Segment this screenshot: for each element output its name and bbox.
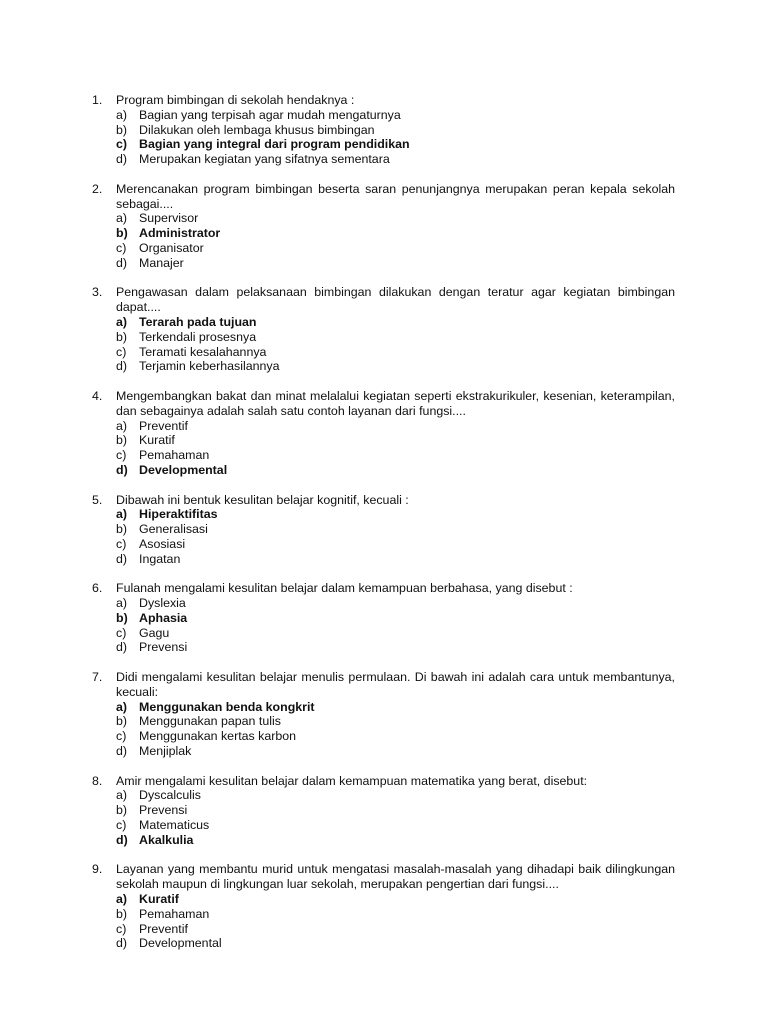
option-item — [116, 359, 675, 374]
option-correct-answer — [116, 833, 675, 848]
option-text: Dilakukan oleh lembaga khusus bimbingan — [139, 122, 375, 137]
option-label: d) — [116, 640, 128, 655]
option-label: c) — [116, 240, 127, 255]
option-text: Bagian yang integral dari program pendidikan — [139, 137, 410, 152]
question-text: Amir mengalami kesulitan belajar dalam kemampuan matematika yang berat, disebut: — [116, 773, 588, 788]
option-label: a) — [116, 699, 128, 714]
question-number: 5. — [92, 492, 103, 507]
option-list — [116, 892, 675, 951]
option-text: Bagian yang terpisah agar mudah mengaturnya — [139, 107, 401, 122]
option-item — [116, 123, 675, 138]
option-text: Gagu — [139, 625, 170, 640]
option-item — [116, 788, 675, 803]
option-text: Developmental — [139, 462, 228, 477]
option-list — [116, 596, 675, 655]
option-text: Terkendali prosesnya — [139, 329, 257, 344]
option-label: d) — [116, 462, 128, 477]
option-text: Organisator — [139, 240, 204, 255]
option-text: Teramati kesalahannya — [139, 344, 267, 359]
question-number: 2. — [92, 181, 103, 196]
option-correct-answer — [116, 315, 675, 330]
option-label: d) — [116, 255, 128, 270]
option-text: Menggunakan benda kongkrit — [139, 699, 315, 714]
option-item — [116, 256, 675, 271]
option-label: d) — [116, 551, 128, 566]
option-label: b) — [116, 522, 128, 537]
option-label: c) — [116, 344, 127, 359]
question-9 — [92, 862, 675, 951]
option-item — [116, 211, 675, 226]
option-text: Hiperaktifitas — [139, 507, 218, 522]
option-label: b) — [116, 714, 128, 729]
option-item — [116, 922, 675, 937]
option-text: Merupakan kegiatan yang sifatnya sementara — [139, 152, 390, 167]
option-label: c) — [116, 137, 128, 152]
option-list — [116, 419, 675, 478]
option-label: d) — [116, 936, 128, 951]
question-2 — [92, 182, 675, 271]
option-label: a) — [116, 892, 128, 907]
question-number: 7. — [92, 670, 103, 685]
option-item — [116, 714, 675, 729]
option-label: d) — [116, 152, 128, 167]
question-3 — [92, 285, 675, 374]
option-label: c) — [116, 536, 127, 551]
option-text: Supervisor — [139, 211, 199, 226]
option-label: c) — [116, 625, 127, 640]
option-list — [116, 315, 675, 374]
option-text: Menggunakan kertas karbon — [139, 729, 297, 744]
question-text: Pengawasan dalam pelaksanaan bimbingan dilakukan dengan teratur agar kegiatan bimbingan dapat.... — [116, 285, 675, 315]
option-list — [116, 211, 675, 270]
option-text: Dyscalculis — [139, 788, 201, 803]
option-item — [116, 803, 675, 818]
question-6 — [92, 581, 675, 655]
option-list — [116, 788, 675, 847]
option-item — [116, 552, 675, 567]
option-item — [116, 936, 675, 951]
option-item — [116, 626, 675, 641]
question-number: 6. — [92, 581, 103, 596]
question-1 — [92, 93, 675, 167]
option-text: Prevensi — [139, 803, 188, 818]
option-label: b) — [116, 610, 128, 625]
option-text: Pemahaman — [139, 906, 210, 921]
option-item — [116, 744, 675, 759]
option-item — [116, 537, 675, 552]
option-item — [116, 640, 675, 655]
option-item — [116, 907, 675, 922]
option-label: a) — [116, 596, 128, 611]
option-item — [116, 818, 675, 833]
question-number: 8. — [92, 773, 103, 788]
option-text: Matematicus — [139, 818, 210, 833]
option-list — [116, 507, 675, 566]
option-item — [116, 330, 675, 345]
option-label: a) — [116, 211, 128, 226]
option-item — [116, 448, 675, 463]
option-item — [116, 345, 675, 360]
option-label: d) — [116, 359, 128, 374]
option-correct-answer — [116, 700, 675, 715]
option-item — [116, 433, 675, 448]
option-text: Akalkulia — [139, 832, 194, 847]
option-text: Menggunakan papan tulis — [139, 714, 281, 729]
option-text: Prevensi — [139, 640, 188, 655]
question-text: Didi mengalami kesulitan belajar menulis permulaan. Di bawah ini adalah cara untuk membantunya, kecuali: — [116, 670, 675, 699]
question-number: 3. — [92, 285, 103, 300]
option-correct-answer — [116, 226, 675, 241]
option-text: Terarah pada tujuan — [139, 314, 257, 329]
option-text: Pemahaman — [139, 448, 210, 463]
option-item — [116, 108, 675, 123]
option-text: Dyslexia — [139, 596, 186, 611]
option-text: Preventif — [139, 921, 188, 936]
option-list — [116, 700, 675, 759]
question-5 — [92, 493, 675, 567]
option-label: b) — [116, 329, 128, 344]
option-text: Terjamin keberhasilannya — [139, 359, 280, 374]
option-label: a) — [116, 314, 128, 329]
option-text: Asosiasi — [139, 536, 186, 551]
option-label: c) — [116, 448, 127, 463]
option-list — [116, 108, 675, 167]
option-correct-answer — [116, 611, 675, 626]
option-label: d) — [116, 744, 128, 759]
option-correct-answer — [116, 463, 675, 478]
option-label: b) — [116, 906, 128, 921]
option-text: Menjiplak — [139, 744, 192, 759]
question-text: Program bimbingan di sekolah hendaknya : — [116, 93, 355, 107]
question-number: 9. — [92, 862, 103, 877]
question-8 — [92, 774, 675, 848]
option-label: b) — [116, 122, 128, 137]
option-text: Administrator — [139, 226, 221, 241]
question-number: 1. — [92, 93, 103, 107]
option-text: Generalisasi — [139, 522, 208, 537]
option-text: Preventif — [139, 418, 188, 433]
option-item — [116, 241, 675, 256]
option-label: b) — [116, 226, 128, 241]
question-text: Merencanakan program bimbingan beserta saran penunjangnya merupakan peran kepala sekolah sebagai.... — [116, 181, 675, 211]
option-label: a) — [116, 418, 128, 433]
question-7 — [92, 670, 675, 759]
option-label: c) — [116, 818, 127, 833]
option-label: b) — [116, 433, 128, 448]
option-item — [116, 419, 675, 434]
option-correct-answer — [116, 137, 675, 152]
option-label: a) — [116, 107, 128, 122]
question-4 — [92, 389, 675, 478]
option-label: a) — [116, 788, 128, 803]
question-text: Layanan yang membantu murid untuk mengatasi masalah-masalah yang dihadapi baik dilingkungan sekolah maupun di lingkungan luar sekolah, merupakan pengertian dari fungsi.... — [116, 862, 675, 892]
option-item — [116, 152, 675, 167]
option-text: Kuratif — [139, 433, 175, 448]
question-list — [92, 93, 675, 966]
option-correct-answer — [116, 892, 675, 907]
option-item — [116, 522, 675, 537]
option-label: a) — [116, 507, 128, 522]
option-text: Developmental — [139, 936, 222, 951]
option-item — [116, 729, 675, 744]
option-item — [116, 596, 675, 611]
option-text: Manajer — [139, 255, 184, 270]
option-text: Ingatan — [139, 551, 181, 566]
option-label: b) — [116, 803, 128, 818]
option-label: d) — [116, 832, 128, 847]
option-label: c) — [116, 729, 127, 744]
option-text: Kuratif — [139, 892, 179, 907]
option-text: Aphasia — [139, 610, 188, 625]
option-correct-answer — [116, 507, 675, 522]
question-text: Dibawah ini bentuk kesulitan belajar kognitif, kecuali : — [116, 492, 409, 507]
question-text: Fulanah mengalami kesulitan belajar dalam kemampuan berbahasa, yang disebut : — [116, 581, 573, 596]
option-label: c) — [116, 921, 127, 936]
question-text: Mengembangkan bakat dan minat melalalui kegiatan seperti ekstrakurikuler, kesenian, keterampilan, dan sebagainya adalah salah satu contoh layanan dari fungsi.... — [116, 388, 675, 418]
question-number: 4. — [92, 388, 103, 403]
